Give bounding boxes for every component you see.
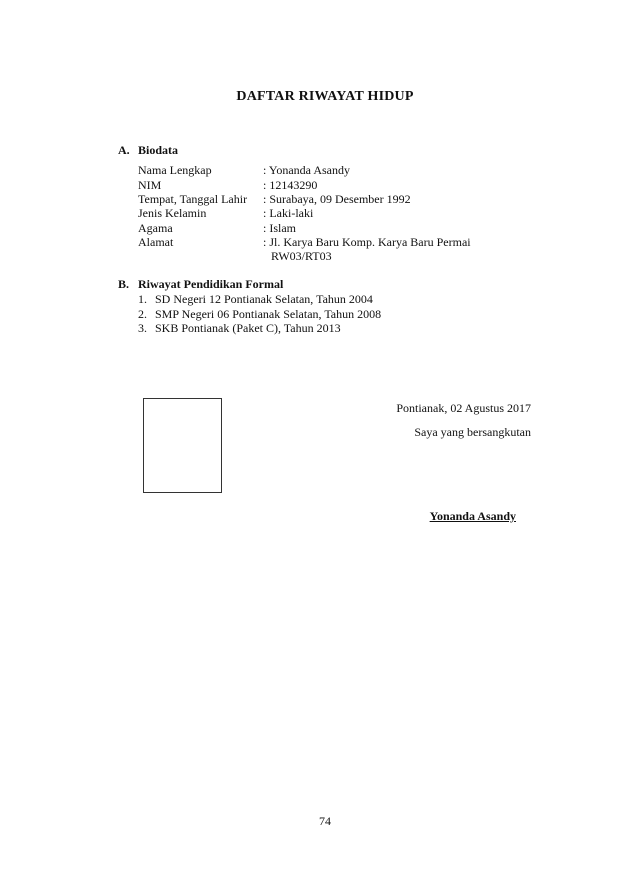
education-item-number: 1. — [138, 292, 147, 306]
biodata-value: : 12143290 — [263, 178, 318, 192]
section-b-heading: Riwayat Pendidikan Formal — [138, 277, 284, 291]
signature-statement: Saya yang bersangkutan — [414, 425, 531, 439]
biodata-label: Tempat, Tanggal Lahir — [138, 192, 248, 206]
address-continuation: RW03/RT03 — [271, 249, 332, 263]
section-a-letter: A. — [118, 143, 130, 157]
biodata-label: Nama Lengkap — [138, 163, 212, 177]
section-b-letter: B. — [118, 277, 130, 291]
biodata-value: : Islam — [263, 221, 296, 235]
biodata-label: Jenis Kelamin — [138, 206, 207, 220]
photo-placeholder — [143, 398, 222, 493]
education-item: SMP Negeri 06 Pontianak Selatan, Tahun 2008 — [155, 307, 382, 321]
biodata-label: Agama — [138, 221, 173, 235]
biodata-value: : Jl. Karya Baru Komp. Karya Baru Permai — [263, 235, 471, 249]
signatory-name: Yonanda Asandy — [429, 509, 516, 523]
document-title: DAFTAR RIWAYAT HIDUP — [236, 89, 414, 104]
biodata-label: Alamat — [138, 235, 174, 249]
biodata-value: : Laki-laki — [263, 206, 314, 220]
education-item-number: 3. — [138, 321, 147, 335]
biodata-value: : Surabaya, 09 Desember 1992 — [263, 192, 411, 206]
education-item-number: 2. — [138, 307, 147, 321]
biodata-value: : Yonanda Asandy — [263, 163, 351, 177]
section-a-heading: Biodata — [138, 143, 179, 157]
page-number: 74 — [319, 814, 331, 828]
biodata-label: NIM — [138, 178, 162, 192]
education-item: SD Negeri 12 Pontianak Selatan, Tahun 2004 — [155, 292, 373, 306]
place-date: Pontianak, 02 Agustus 2017 — [396, 401, 531, 415]
education-item: SKB Pontianak (Paket C), Tahun 2013 — [155, 321, 341, 335]
